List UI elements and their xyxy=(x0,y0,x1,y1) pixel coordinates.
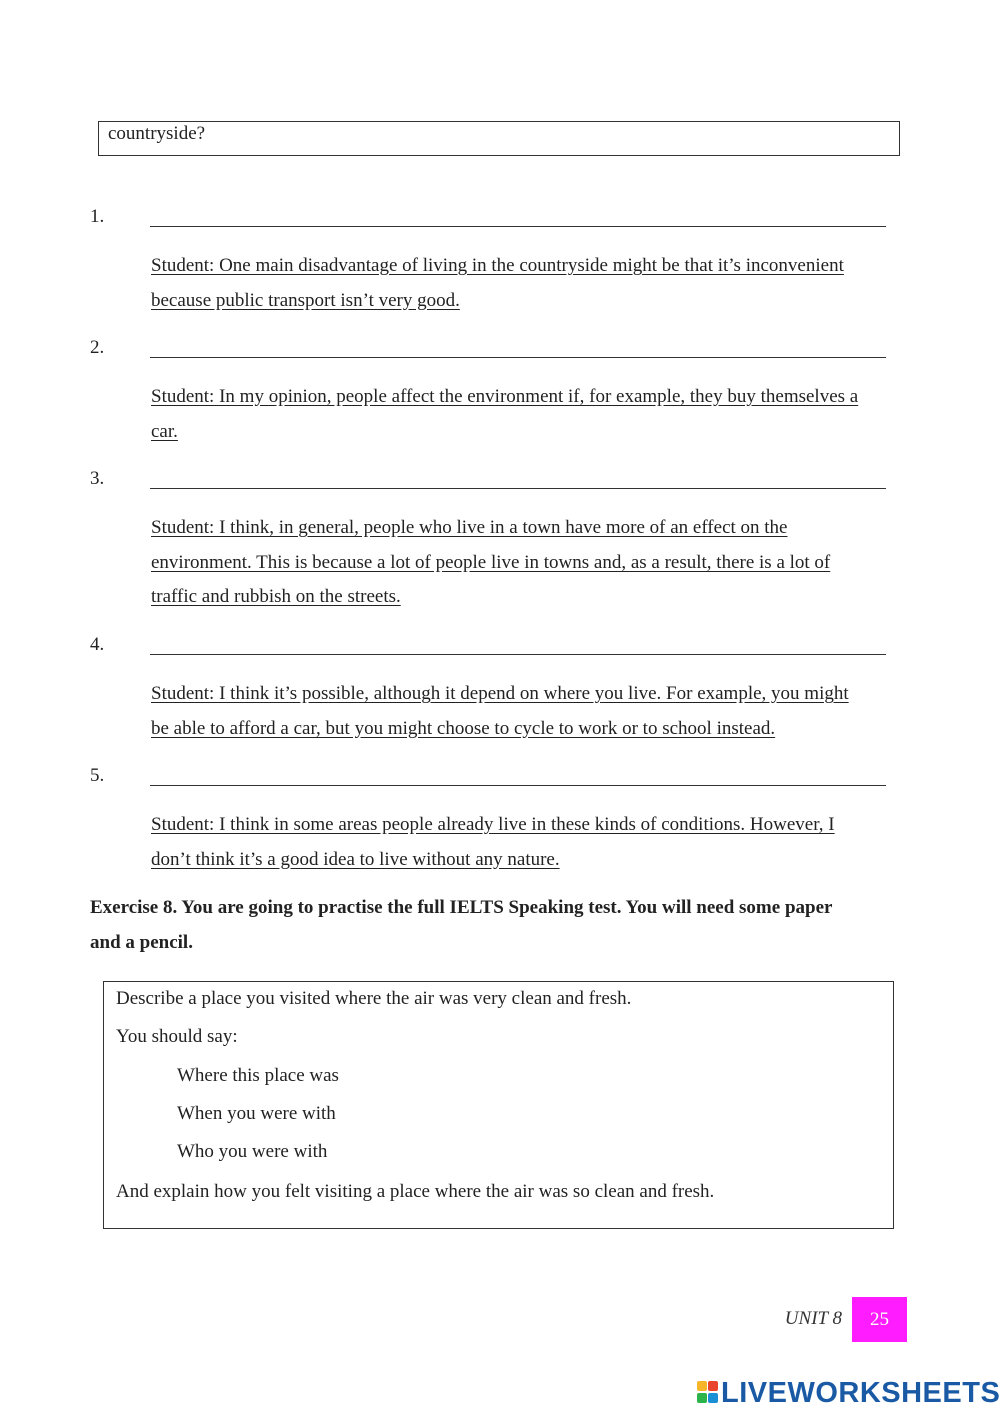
answer-blank-4[interactable] xyxy=(150,654,886,655)
logo-text: LIVEWORKSHEETS xyxy=(721,1376,1000,1409)
answer-line: Student: I think in some areas people already live in these kinds of conditions. However, I xyxy=(151,814,835,835)
liveworksheets-logo xyxy=(697,1376,1000,1410)
answer-line: traffic and rubbish on the streets. xyxy=(151,586,401,607)
answer-line: be able to afford a car, but you might choose to cycle to work or to school instead. xyxy=(151,717,776,739)
unit-label: UNIT 8 xyxy=(784,1308,842,1329)
cue-card-should-say: You should say: xyxy=(116,1026,238,1047)
student-answer-3 xyxy=(151,511,903,615)
student-answer-4 xyxy=(151,677,903,746)
exercise-heading-line: and a pencil. xyxy=(90,932,193,953)
question-number: 2. xyxy=(90,337,105,358)
question-number: 3. xyxy=(90,468,105,489)
question-number: 5. xyxy=(90,765,105,786)
answer-line: car. xyxy=(151,420,178,442)
answer-blank-5[interactable] xyxy=(150,785,886,786)
exercise-heading xyxy=(90,890,900,960)
question-number: 4. xyxy=(90,634,105,655)
cue-card xyxy=(103,981,894,1229)
cue-card-point: Where this place was xyxy=(177,1065,339,1086)
answer-line: because public transport isn’t very good. xyxy=(151,289,460,311)
question-box xyxy=(98,121,900,156)
logo-grid-icon xyxy=(697,1381,719,1405)
answer-blank-1[interactable] xyxy=(150,226,886,227)
answer-blank-2[interactable] xyxy=(150,357,886,358)
answer-line: Student: I think it’s possible, although it depend on where you live. For example, you might xyxy=(151,683,849,704)
cue-card-point: When you were with xyxy=(177,1103,336,1124)
cue-card-closing: And explain how you felt visiting a place where the air was so clean and fresh. xyxy=(116,1181,715,1202)
student-answer-1 xyxy=(151,249,903,318)
question-number: 1. xyxy=(90,206,105,227)
answer-blank-3[interactable] xyxy=(150,488,886,489)
answer-line: Student: One main disadvantage of living in the countryside might be that it’s inconvenient xyxy=(151,255,844,276)
exercise-heading-line: Exercise 8. You are going to practise the full IELTS Speaking test. You will need some paper xyxy=(90,897,833,918)
question-box-text: countryside? xyxy=(108,123,206,144)
answer-line: Student: In my opinion, people affect the environment if, for example, they buy themselves a xyxy=(151,386,859,407)
answer-line: environment. This is because a lot of people live in towns and, as a result, there is a lot of xyxy=(151,551,831,573)
cue-card-point: Who you were with xyxy=(177,1141,328,1162)
page-number: 25 xyxy=(852,1297,907,1342)
cue-card-prompt: Describe a place you visited where the air was very clean and fresh. xyxy=(116,988,632,1009)
answer-line: Student: I think, in general, people who live in a town have more of an effect on the xyxy=(151,517,788,538)
student-answer-5 xyxy=(151,808,903,877)
answer-line: don’t think it’s a good idea to live without any nature. xyxy=(151,848,560,870)
student-answer-2 xyxy=(151,380,903,449)
